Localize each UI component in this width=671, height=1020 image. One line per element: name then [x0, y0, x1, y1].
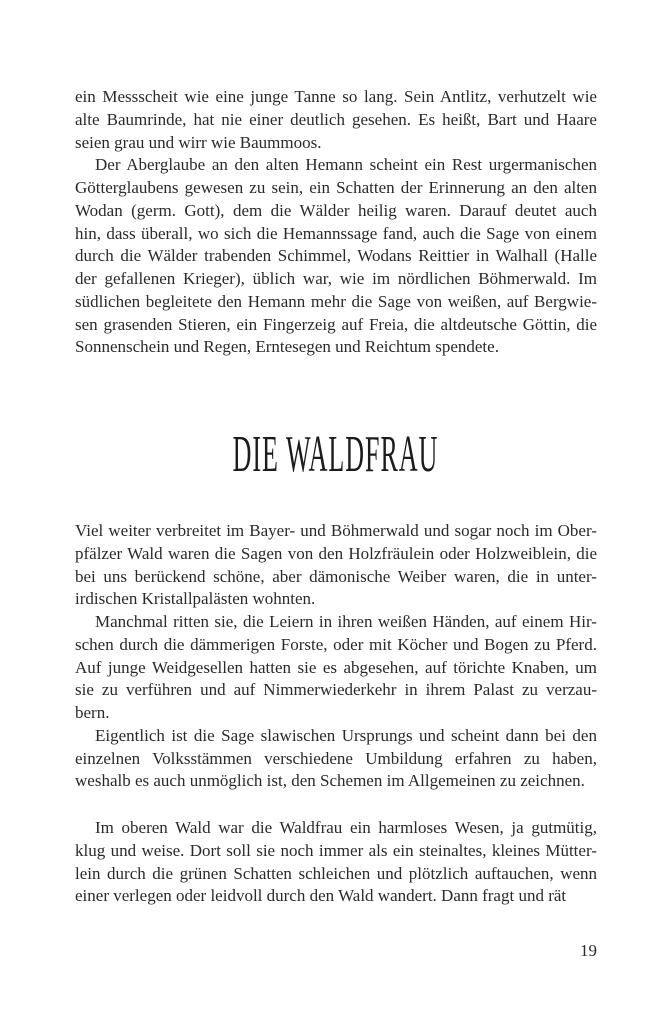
- line-text: bern.: [75, 703, 110, 722]
- text-line: [75, 770, 597, 793]
- line-text: Wodan (germ. Gott), dem die Wälder heilig waren. Darauf deutet auch: [75, 200, 597, 220]
- text-line: [75, 86, 597, 109]
- line-text: Der Aberglaube an den alten Hemann scheint ein Rest urgermanischen: [95, 155, 598, 175]
- text-line: [75, 520, 597, 543]
- text-line: [75, 223, 597, 246]
- text-block-middle: [75, 520, 597, 793]
- line-text: Auf junge Weidgesellen hatten sie es abgesehen, auf törichte Knaben, um: [75, 657, 597, 677]
- line-text: weshalb es auch unmöglich ist, den Schemen im Allgemeinen zu zeichnen.: [75, 771, 585, 791]
- line-text: lein durch die grünen Schatten schleichen und plötzlich auftauchen, wenn: [75, 863, 598, 883]
- text-line: [75, 657, 597, 680]
- text-line: [75, 679, 597, 702]
- line-text: Götterglaubens gewesen zu sein, ein Schatten der Erinnerung an den alten: [75, 178, 597, 197]
- line-text: hin, dass überall, wo sich die Hemannssage fand, auch die Sage von einem: [75, 223, 597, 243]
- page-number: 19: [580, 941, 597, 960]
- text-block-top: [75, 86, 597, 359]
- paragraph: [75, 520, 597, 611]
- text-line: [75, 314, 597, 337]
- text-line: [75, 543, 597, 566]
- chapter-title: DIE WALDFRAU: [232, 425, 439, 483]
- text-line: [75, 109, 597, 132]
- text-line: [75, 245, 597, 268]
- text-line: [75, 863, 597, 886]
- line-text: ein Messscheit wie eine junge Tanne so lang. Sein Antlitz, verhutzelt wie: [75, 87, 597, 106]
- line-text: der gefallenen Krieger), üblich war, wie im nördlichen Böhmerwald. Im: [75, 269, 598, 288]
- text-line: [75, 132, 597, 155]
- text-line: [75, 634, 597, 657]
- line-text: südlichen begleitete den Hemann mehr die Sage von weißen, auf Bergwie-: [75, 291, 597, 311]
- line-text: Manchmal ritten sie, die Leiern in ihren weißen Händen, auf einem Hir-: [95, 612, 597, 631]
- text-line: [75, 748, 597, 771]
- line-text: einzelnen Volksstämmen verschiedene Umbildung erfahren zu haben,: [75, 748, 597, 768]
- text-line: [75, 817, 597, 840]
- text-line: [75, 200, 597, 223]
- line-text: irdischen Kristallpalästen wohnten.: [75, 589, 316, 609]
- line-text: schen durch die dämmerigen Forste, oder mit Köcher und Bogen zu Pferd.: [75, 634, 597, 654]
- paragraph: [75, 725, 597, 793]
- line-text: alte Baumrinde, hat nie einer deutlich gesehen. Es heißt, Bart und Haare: [75, 109, 597, 129]
- line-text: bei uns berückend schöne, aber dämonische Weiber waren, die in unter-: [75, 566, 597, 586]
- text-line: [75, 268, 597, 291]
- line-text: Eigentlich ist die Sage slawischen Ursprungs und scheint dann bei den: [95, 725, 597, 745]
- paragraph: [75, 86, 597, 154]
- line-text: pfälzer Wald waren die Sagen von den Holzfräulein oder Holzweiblein, die: [75, 543, 598, 563]
- text-line: [75, 336, 597, 359]
- text-line: [75, 291, 597, 314]
- text-line: [75, 885, 597, 908]
- line-text: Viel weiter verbreitet im Bayer- und Böhmerwald und sogar noch im Ober-: [75, 521, 597, 540]
- paragraph: [75, 817, 597, 908]
- paragraph: [75, 154, 597, 359]
- line-text: Sonnenschein und Regen, Erntesegen und Reichtum spendete.: [75, 337, 499, 357]
- line-text: seien grau und wirr wie Baummoos.: [75, 132, 322, 152]
- line-text: sie zu verführen und auf Nimmerwiederkehr in ihrem Palast zu verzau-: [75, 680, 598, 700]
- text-block-bottom: [75, 817, 597, 908]
- line-text: einer verlegen oder leidvoll durch den Wald wandert. Dann fragt und rät: [75, 886, 567, 906]
- text-line: [75, 702, 597, 725]
- text-line: [75, 840, 597, 863]
- line-text: sen grasenden Stieren, ein Fingerzeig auf Freia, die altdeutsche Göttin, die: [75, 314, 598, 334]
- chapter-heading: [0, 425, 671, 483]
- line-text: klug und weise. Dort soll sie noch immer als ein steinaltes, kleines Mütter-: [75, 840, 597, 860]
- text-line: [75, 566, 597, 589]
- line-text: durch die Wälder trabenden Schimmel, Wodans Reittier in Walhall (Halle: [75, 246, 598, 266]
- text-line: [75, 154, 597, 177]
- text-line: [75, 725, 597, 748]
- line-text: Im oberen Wald war die Waldfrau ein harmloses Wesen, ja gutmütig,: [95, 818, 597, 837]
- text-line: [75, 177, 597, 200]
- text-line: [75, 611, 597, 634]
- paragraph: [75, 611, 597, 725]
- text-line: [75, 588, 597, 611]
